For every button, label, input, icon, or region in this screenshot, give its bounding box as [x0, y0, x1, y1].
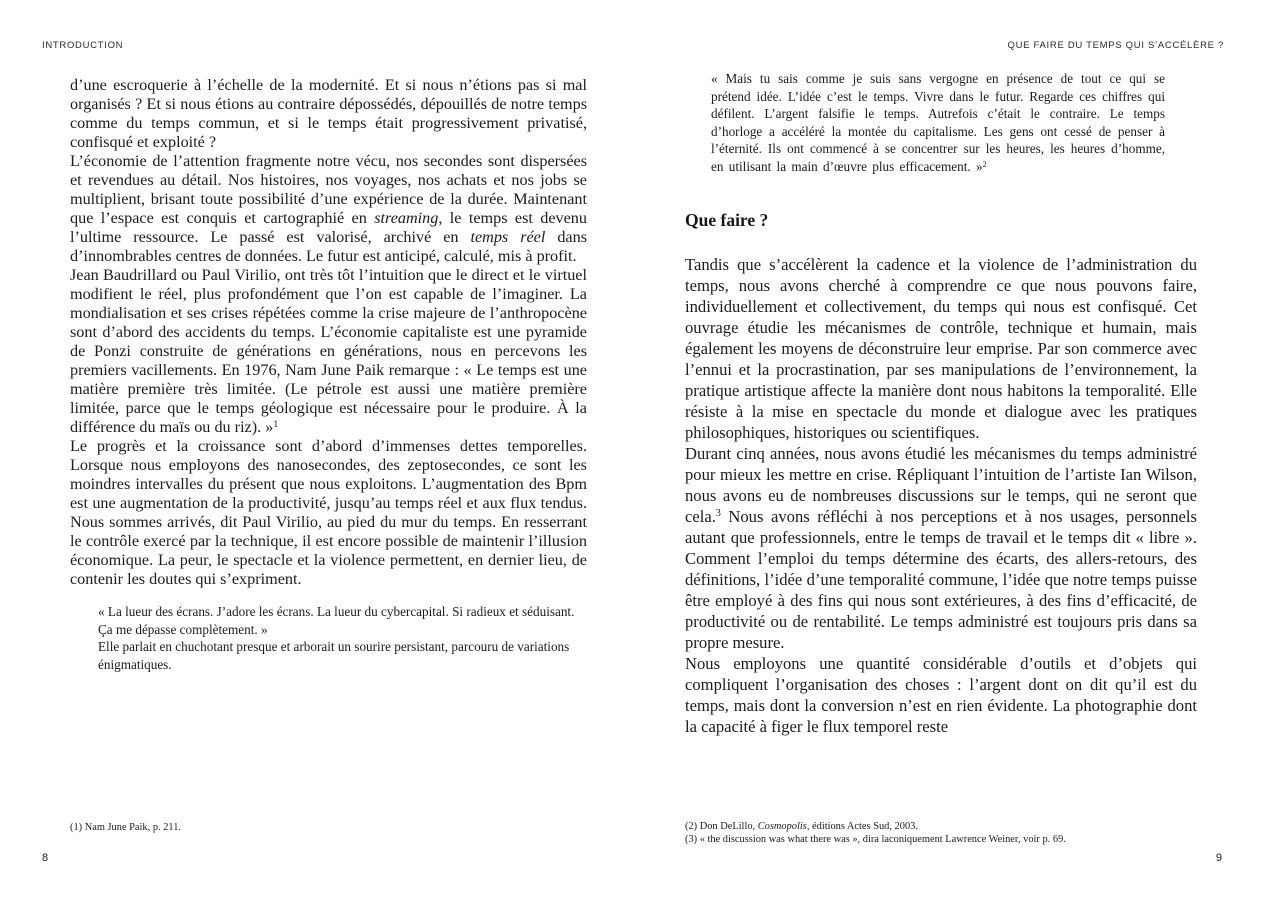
paragraph: Nous employons une quantité considérable d’outils et d’objets qui compliquent l’organisation des choses : l’argent dont on dit qu’il est du temps, mais dont la conversion n’est en rien évidente. La photographie dont la capacité à figer le flux temporel reste	[685, 653, 1197, 736]
section-heading: Que faire ?	[685, 209, 769, 230]
quote-paragraph: « Mais tu sais comme je suis sans vergogne en présence de tout ce qui se prétend idée. L’idée c’est le temps. Vivre dans le futur. Regarde ces chiffres qui défilent. L’argent falsifie le temps. Autrefois c’était le contraire. Le temps d’horloge a accéléré la montée du capitalisme. Les gens ont cessé de penser à l’éternité. Ils ont commencé à se concentrer sur les heures, les heures d’homme, en utilisant la main d’œuvre plus efficacement. »$^2$	[711, 71, 1165, 174]
paragraph: Le progrès et la croissance sont d’abord d’immenses dettes temporelles. Lorsque nous employons des nanosecondes, des zeptosecondes, ce sont les moindres intervalles du présent que nous exploitons. L’augmentation des Bpm est une augmentation de la productivité, jusqu’au temps réel et aux flux tendus. Nous sommes arrivés, dit Paul Virilio, au pied du mur du temps. En resserrant le contrôle exercé par la technique, il est encore possible de maintenir l’illusion économique. La peur, le spectacle et la violence permettent, en dernier lieu, de contenir les doutes qui s’expriment.	[70, 437, 587, 588]
footnote: (2) Don DeLillo, Cosmopolis, éditions Actes Sud, 2003.	[685, 821, 918, 832]
footnote: (1) Nam June Paik, p. 211.	[70, 822, 182, 833]
paragraph: Durant cinq années, nous avons étudié les mécanismes du temps administré pour mieux les mettre en crise. Répliquant l’intuition de l’artiste Ian Wilson, nous avons eu de nombreuses discussions sur le temps, qui ne seront que cela.$^3$ Nous avons réfléchi à nos perceptions et à nos usages, personnels autant que professionnels, entre le temps de travail et le temps dit « libre ». Comment l’emploi du temps détermine des écarts, des allers-retours, des définitions, l’idée d’une temporalité commune, l’idée que notre temps puisse être employé à des fins qui nous sont extérieures, à des fins d’efficacité, de productivité ou de rentabilité. Le temps administré est toujours pris dans sa propre mesure.	[685, 443, 1197, 652]
right-footnotes	[685, 820, 1225, 846]
left-text-block	[70, 76, 587, 673]
right-page	[633, 0, 1266, 904]
running-head-left: INTRODUCTION	[42, 40, 124, 51]
block-quote	[98, 603, 587, 673]
page-number-right: 9	[1215, 852, 1222, 864]
quote-paragraph: « La lueur des écrans. J’adore les écrans. La lueur du cybercapital. Si radieux et séduisant. Ça me dépasse complètement. »	[98, 604, 575, 637]
paragraph: L’économie de l’attention fragmente notre vécu, nos secondes sont dispersées et revendues au détail. Nos histoires, nos voyages, nos achats et nos jobs se multiplient, brisant toute possibilité d’une expérience de la durée. Maintenant que l’espace est conquis et cartographié en streaming, le temps est devenu l’ultime ressource. Le passé est valorisé, archivé en temps réel dans d’innombrables centres de données. Le futur est anticipé, calculé, mis à profit.	[70, 152, 588, 265]
running-head-right: QUE FAIRE DU TEMPS QUI S’ACCÉLÈRE ?	[1007, 40, 1224, 51]
paragraph: d’une escroquerie à l’échelle de la modernité. Et si nous n’étions pas si mal organisés ? Et si nous étions au contraire dépossédés, dépouillés de notre temps comme du temps commun, et si le temps était progressivement privatisé, confisqué et exploité ?	[70, 76, 587, 151]
right-text-block	[685, 70, 1197, 737]
page-number-left: 8	[42, 852, 49, 864]
left-footnotes	[70, 821, 590, 834]
footnote: (3) « the discussion was what there was », dira laconiquement Lawrence Weiner, voir p. 69.	[685, 834, 1066, 845]
quote-paragraph: Elle parlait en chuchotant presque et arborait un sourire persistant, parcouru de variations énigmatiques.	[98, 639, 570, 672]
block-quote	[711, 70, 1165, 176]
paragraph: Jean Baudrillard ou Paul Virilio, ont très tôt l’intuition que le direct et le virtuel modifient le réel, plus profondément que l’on est capable de l’imaginer. La mondialisation et ses crises répétées comme la crise majeure de l’anthropocène sont d’abord des accidents du temps. L’économie capitaliste est une pyramide de Ponzi construite de générations en générations, nous en percevons les premiers vacillements. En 1976, Nam June Paik remarque : « Le temps est une matière première très limitée. (Le pétrole est aussi une matière première limitée, parce que le temps géologique est nécessaire pour le produire. À la différence du maïs ou du riz). »$^1$	[70, 266, 587, 436]
paragraph: Tandis que s’accélèrent la cadence et la violence de l’administration du temps, nous avons cherché à comprendre ce que nous pouvons faire, individuellement et collectivement, du temps qui nous est confisqué. Cet ouvrage étudie les mécanismes de contrôle, technique et humain, mais également les moyens de déconstruire leur emprise. Par son commerce avec l’ennui et la procrastination, par ses manipulations de l’environnement, la pratique artistique affecte la manière dont nous habitons la temporalité. Elle résiste à la mise en spectacle du monde et dialogue avec les pratiques philosophiques, historiques ou scientifiques.	[685, 254, 1197, 442]
